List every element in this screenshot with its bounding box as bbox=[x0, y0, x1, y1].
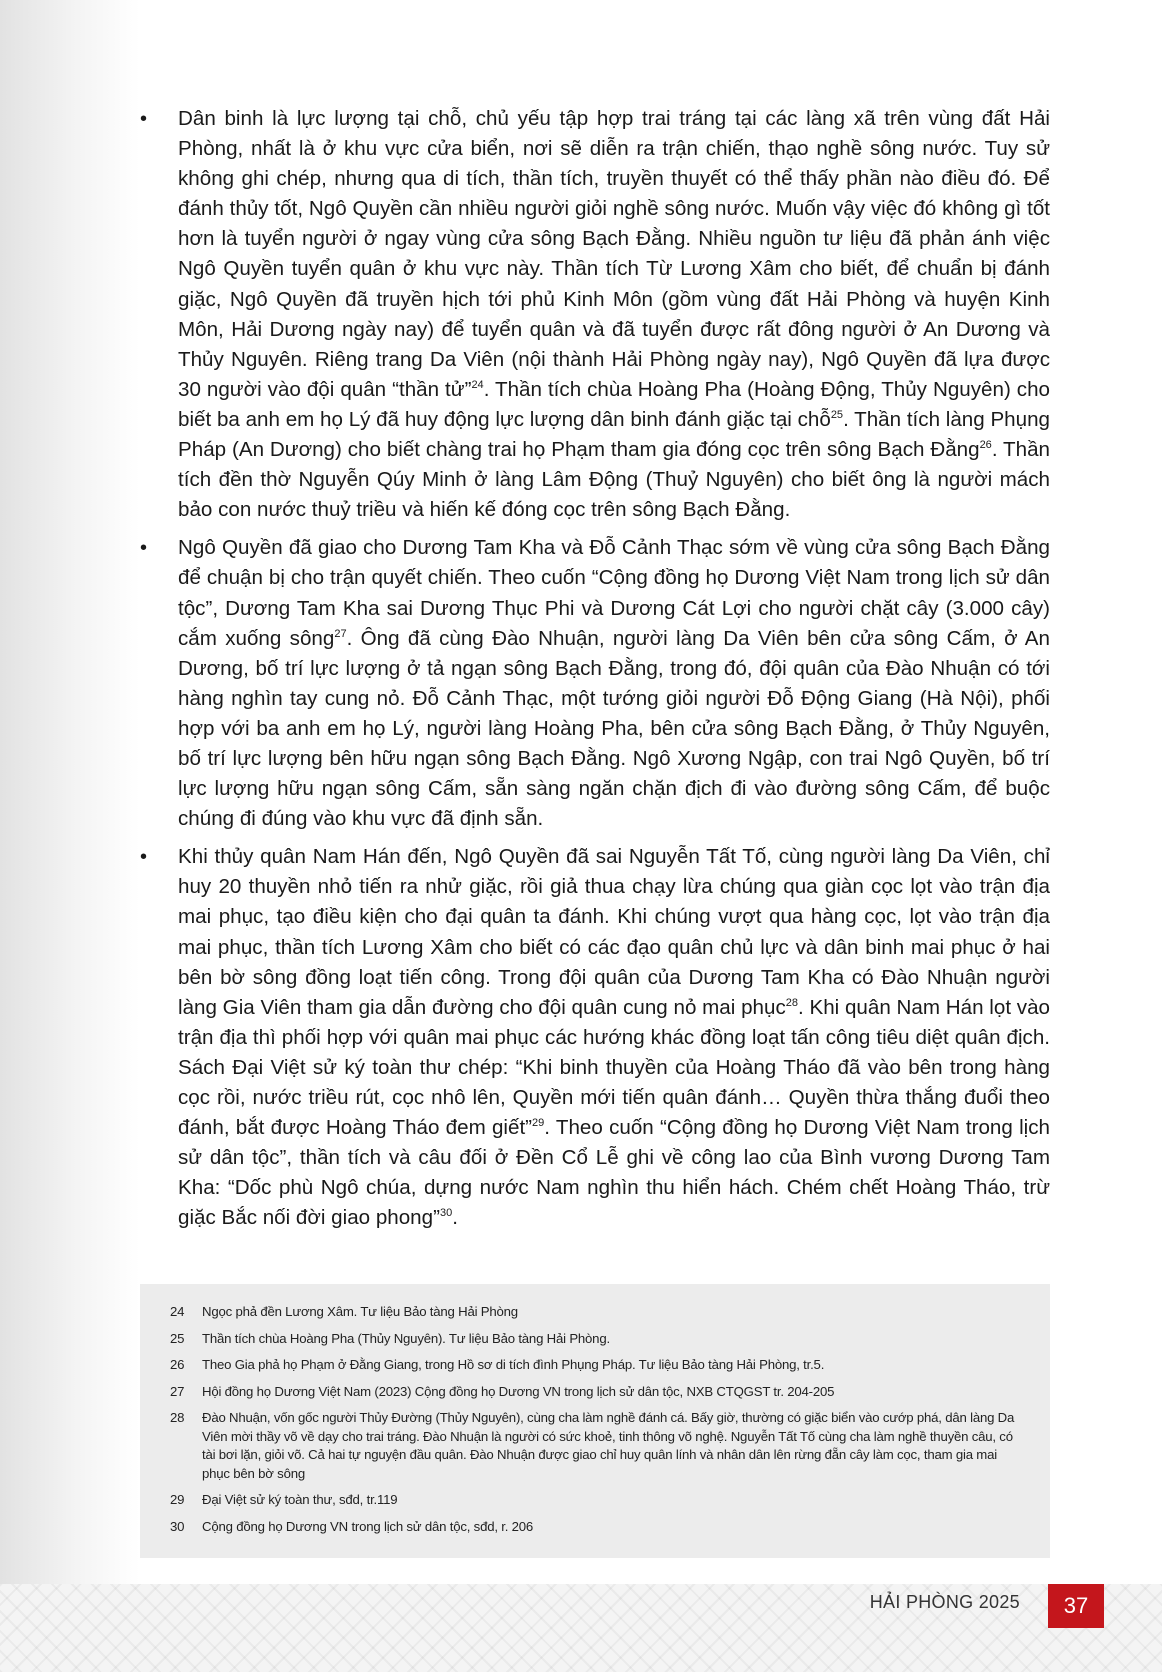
paragraph-text: Dân binh là lực lượng tại chỗ, chủ yếu tập hợp trai tráng tại các làng xã trên vùng đất Hải Phòng, nhất là ở khu vực cửa biển, nơi sẽ diễn ra trận chiến, thạo nghề sông nước. Tuy sử không ghi chép, nhưng qua di tích, thần tích, truyền thuyết có thể thấy phần nào điều đó. Để đánh thủy tốt, Ngô Quyền cần nhiều người giỏi nghề sông nước. Muốn vậy việc đó không gì tốt hơn là tuyển người ở ngay vùng cửa sông Bạch Đằng. Nhiều nguồn tư liệu đã phản ánh việc Ngô Quyền tuyển quân ở khu vực này. Thần tích Từ Lương Xâm cho biết, để chuẩn bị đánh giặc, Ngô Quyền đã truyền hịch tới phủ Kinh Môn (gồm vùng đất Hải Phòng và huyện Kinh Môn, Hải Dương ngày nay) để tuyển quân và đã tuyển được rất đông người ở An Dương và Thủy Nguyên. Riêng trang Da Viên (nội thành Hải Phòng ngày nay), Ngô Quyền đã lựa được 30 người vào đội quân “thần tử”$^{24}$. Thần tích chùa Hoàng Pha (Hoàng Động, Thủy Nguyên) cho biết ba anh em họ Lý đã huy động lực lượng dân binh đánh giặc tại chỗ$^{25}$. Thần tích làng Phụng Pháp (An Dương) cho biết chàng trai họ Phạm tham gia đóng cọc trên sông Bạch Đằng$^{26}$. Thần tích đền thờ Nguyễn Qúy Minh ở làng Lâm Động (Thuỷ Nguyên) cho biết ông là người mách bảo con nước thuỷ triều và hiến kế đóng cọc trên sông Bạch Đằng. bbox=[178, 107, 1051, 522]
footnote-number: 25 bbox=[170, 1330, 185, 1346]
footnote-text: Đào Nhuận, vốn gốc người Thủy Đường (Thủy Nguyên), cùng cha làm nghề đánh cá. Bấy giờ, thường có giặc biển vào cướp phá, dân làng Da Viên mời thầy võ về dạy cho trai tráng. Đào Nhuận là người có sức khoẻ, tinh thông võ nghệ. Nguyễn Tất Tố cùng cha làm nghề thuyền câu, có tài bơi lặn, giỏi võ. Cả hai tự nguyện đầu quân. Đào Nhuận được giao chỉ huy quân lính và nhân dân lên rừng đẵn cây làm cọc, tham gia mai phục bên bờ sông bbox=[202, 1410, 1015, 1481]
footnote-ref: 29 bbox=[532, 1117, 545, 1130]
footnote-ref: 25 bbox=[830, 409, 844, 422]
bullet-paragraph bbox=[140, 533, 1050, 834]
footnote bbox=[170, 1330, 1022, 1349]
footnote bbox=[170, 1303, 1022, 1322]
bullet-icon: • bbox=[140, 108, 148, 130]
article-body bbox=[140, 104, 1050, 1241]
footnote-text: Cộng đồng họ Dương VN trong lịch sử dân tộc, sđd, r. 206 bbox=[202, 1518, 534, 1534]
footnote-ref: 30 bbox=[439, 1207, 453, 1220]
footnote-ref: 28 bbox=[785, 996, 798, 1009]
footnote-number: 26 bbox=[170, 1357, 185, 1372]
footnote-text: Ngọc phả đền Lương Xâm. Tư liệu Bảo tàng Hải Phòng bbox=[202, 1304, 518, 1319]
footnote-number: 29 bbox=[170, 1492, 185, 1507]
footnote bbox=[170, 1491, 1022, 1510]
bullet-icon: • bbox=[140, 537, 148, 560]
bullet-paragraph bbox=[140, 842, 1050, 1233]
footnote-number: 30 bbox=[170, 1518, 185, 1534]
footnote-text: Theo Gia phả họ Phạm ở Đằng Giang, trong Hồ sơ di tích đình Phụng Pháp. Tư liệu Bảo tàng Hải Phòng, tr.5. bbox=[202, 1357, 825, 1372]
bullet-icon: • bbox=[140, 846, 148, 869]
footnote-number: 28 bbox=[170, 1410, 185, 1425]
footnote bbox=[170, 1356, 1022, 1375]
paragraph-text: Khi thủy quân Nam Hán đến, Ngô Quyền đã sai Nguyễn Tất Tố, cùng người làng Da Viên, chỉ huy 20 thuyền nhỏ tiến ra nhử giặc, rồi giả thua chạy lừa chúng qua giàn cọc lọt vào trận địa mai phục, tạo điều kiện cho đại quân ta đánh. Khi chúng vượt qua hàng cọc, lọt vào trận địa mai phục, thần tích Lương Xâm cho biết có các đạo quân chủ lực và dân binh mai phục ở hai bên bờ sông đồng loạt tiến công. Trong đội quân của Dương Tam Kha có Đào Nhuận người làng Gia Viên tham gia dẫn đường cho đội quân cung nỏ mai phục$^{28}$. Khi quân Nam Hán lọt vào trận địa thì phối hợp với quân mai phục các hướng khác đồng loạt tấn công tiêu diệt quân địch. Sách Đại Việt sử ký toàn thư chép: “Khi binh thuyền của Hoàng Tháo đã vào bên trong hàng cọc rồi, nước triều rút, cọc nhô lên, Quyền mới tiến quân đánh… Quyền thừa thắng đuổi theo đánh, bắt được Hoàng Tháo đem giết”$^{29}$. Theo cuốn “Cộng đồng họ Dương Việt Nam trong lịch sử dân tộc”, thần tích và câu đối ở Đền Cổ Lễ ghi về công lao của Bình vương Dương Tam Kha: “Dốc phù Ngô chúa, dựng nước Nam nghìn thu hiển hách. Chém chết Hoàng Tháo, trừ giặc Bắc nối đời giao phong”$^{30}$. bbox=[178, 845, 1051, 1230]
footnote-number: 24 bbox=[170, 1304, 185, 1319]
footnote-text: Đại Việt sử ký toàn thư, sđd, tr.119 bbox=[202, 1492, 398, 1507]
footnotes-box bbox=[140, 1284, 1050, 1558]
footnote-ref: 26 bbox=[979, 439, 992, 452]
bullet-paragraph bbox=[140, 104, 1050, 525]
page-number: 37 bbox=[1063, 1593, 1089, 1618]
page-left-gradient bbox=[0, 0, 140, 1672]
footer-publication-title: HẢI PHÒNG 2025 bbox=[869, 1592, 1020, 1612]
footnote-ref: 27 bbox=[334, 627, 347, 640]
paragraph-text: Ngô Quyền đã giao cho Dương Tam Kha và Đỗ Cảnh Thạc sớm về vùng cửa sông Bạch Đằng để chuận bị cho trận quyết chiến. Theo cuốn “Cộng đồng họ Dương Việt Nam trong lịch sử dân tộc”, Dương Tam Kha sai Dương Thục Phi và Dương Cát Lợi cho người chặt cây (3.000 cây) cắm xuống sông$^{27}$. Ông đã cùng Đào Nhuận, người làng Da Viên bên cửa sông Cấm, ở An Dương, bố trí lực lượng ở tả ngạn sông Bạch Đằng, trong đó, đội quân của Đào Nhuận có tới hàng nghìn tay cung nỏ. Đỗ Cảnh Thạc, một tướng giỏi người Đỗ Động Giang (Hà Nội), phối hợp với ba anh em họ Lý, người làng Hoàng Pha, bên cửa sông Bạch Đằng, ở Thủy Nguyên, bố trí lực lượng bên hữu ngạn sông Bạch Đằng. Ngô Xương Ngập, con trai Ngô Quyền, bố trí lực lượng hữu ngạn sông Cấm, sẵn sàng ngăn chặn địch đi vào đường sông Cấm, để buộc chúng đi đúng vào khu vực đã định sẵn. bbox=[178, 536, 1050, 831]
footnote-text: Thần tích chùa Hoàng Pha (Thủy Nguyên). Tư liệu Bảo tàng Hải Phòng. bbox=[202, 1330, 610, 1346]
page-number-box bbox=[1048, 1584, 1104, 1628]
footnote bbox=[170, 1383, 1022, 1402]
footnote bbox=[170, 1409, 1022, 1483]
footnote-ref: 24 bbox=[471, 378, 484, 391]
footnote bbox=[170, 1518, 1022, 1537]
footnote-number: 27 bbox=[170, 1383, 185, 1399]
footnote-text: Hội đồng họ Dương Việt Nam (2023) Cộng đồng họ Dương VN trong lịch sử dân tộc, NXB CTQGST tr. 204-205 bbox=[202, 1383, 835, 1399]
